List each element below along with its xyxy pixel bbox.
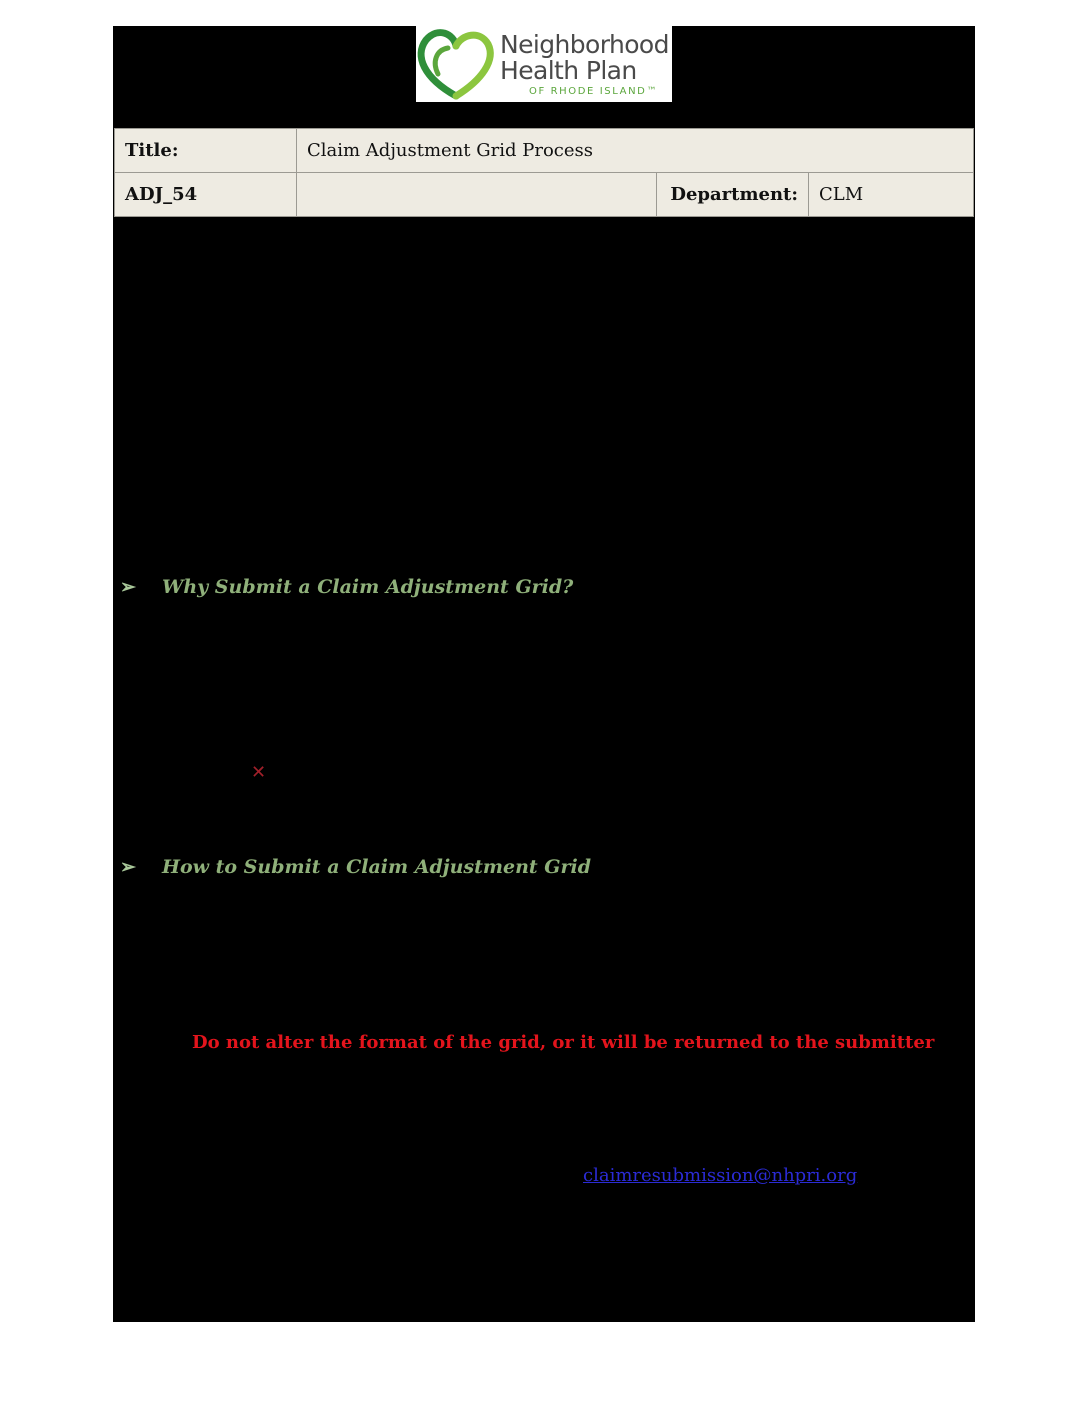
nhp-logo <box>416 26 672 102</box>
policy-id: ADJ_54 <box>115 173 297 217</box>
policy-header-table <box>114 128 974 217</box>
title-row <box>115 129 974 173</box>
resubmission-email-link[interactable]: claimresubmission@nhpri.org <box>583 1165 858 1186</box>
heart-logo-icon <box>416 26 500 102</box>
logo-line-1: Neighborhood <box>500 30 669 59</box>
id-row <box>115 173 974 217</box>
title-value: Claim Adjustment Grid Process <box>297 129 974 173</box>
document-body-redacted <box>113 26 975 1322</box>
logo-line-2: Health Plan <box>500 56 637 85</box>
title-label: Title: <box>115 129 297 173</box>
why-section-heading <box>120 576 573 598</box>
why-heading-text: Why Submit a Claim Adjustment Grid? <box>162 576 574 598</box>
arrow-bullet-icon: ➢ <box>120 856 136 878</box>
department-label: Department: <box>657 173 809 217</box>
how-section-heading <box>120 856 591 878</box>
x-mark-icon: ✕ <box>251 762 267 783</box>
policy-middle-cell <box>297 173 657 217</box>
logo-line-3: OF RHODE ISLAND™ <box>529 86 659 97</box>
department-value: CLM <box>809 173 974 217</box>
format-warning: Do not alter the format of the grid, or it will be returned to the submitter <box>192 1032 935 1053</box>
arrow-bullet-icon: ➢ <box>120 576 136 598</box>
how-heading-text: How to Submit a Claim Adjustment Grid <box>162 856 592 878</box>
